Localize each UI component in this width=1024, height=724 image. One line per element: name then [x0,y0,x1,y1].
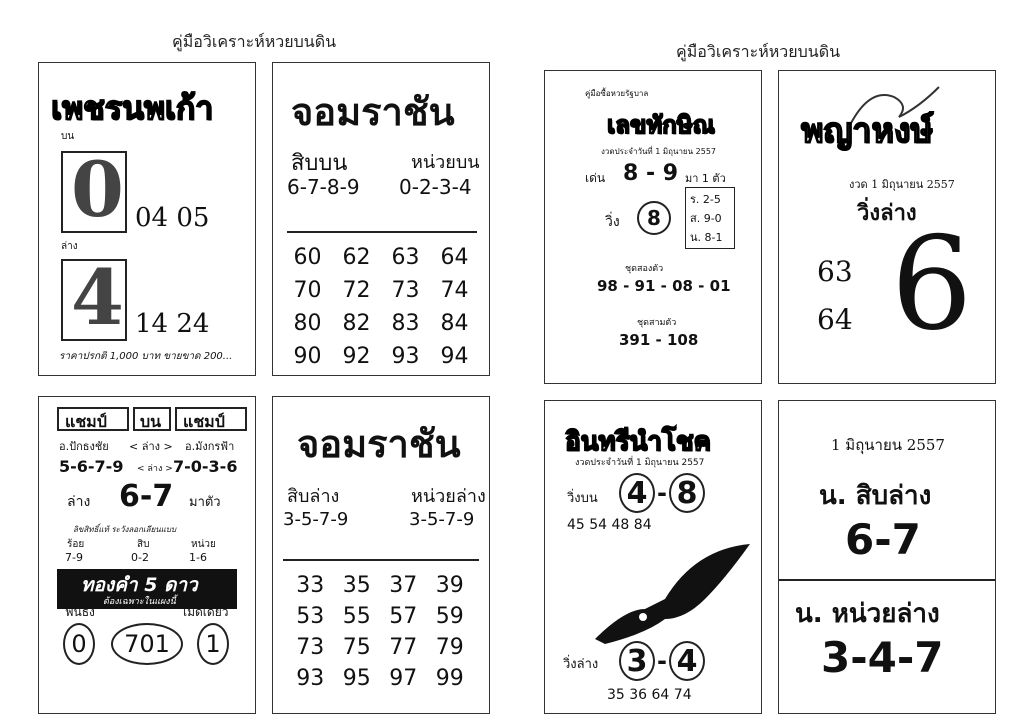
row1-mid: < ล่าง > [137,464,173,474]
panel-jomrachan-bottom [272,396,490,714]
right-header: คู่มือวิเคราะห์หวยบนดิน [676,42,841,61]
col-head-1: ร้อย [67,539,85,550]
num2: 64 [817,303,853,336]
grid-number: 82 [342,311,371,336]
bottom-digit-1 [619,641,655,681]
run-circle [637,201,671,235]
grid-number: 73 [391,278,420,303]
date: งวด 1 มิถุนายน 2557 [849,178,955,191]
top-digit: 0 [71,145,124,234]
ball-2 [111,623,183,665]
ball-1-value: 0 [71,630,87,658]
grid-number: 97 [389,666,418,691]
dash: - [657,479,667,507]
divider [287,231,477,233]
run-label: วิ่ง [605,214,620,230]
triple-label: ชุดสามตัว [637,318,677,328]
num1: 63 [817,255,853,288]
eagle-icon [585,539,755,649]
top-pair: 04 05 [135,203,210,233]
date: 1 มิถุนายน 2557 [831,436,945,454]
top-left: แชมป์ [65,412,107,431]
top-label: วิ่งบน [567,491,598,506]
grid-number: 37 [389,573,418,598]
panel-title: เลขทักษิณ [607,111,715,139]
divider [779,579,996,581]
subtitle: วิ่งล่าง [857,201,917,226]
grid-number: 74 [440,278,469,303]
panel-insee-namchok [544,400,762,714]
run-value: 8 [647,206,661,230]
bottom-label: วิ่งล่าง [563,657,599,672]
grid-number: 53 [296,604,325,629]
lead-value: 8 - 9 [623,161,679,186]
bottom-digit-1-value: 3 [626,643,648,679]
panel-title: จอมราชัน [291,90,455,134]
top-pairs: 45 54 48 84 [567,517,652,533]
bottom-digit-box [61,253,127,342]
top-right: แชมป์ [183,412,225,431]
bottom-right-label: เม็ดเดียว [183,605,229,619]
top-digit-2 [669,473,705,513]
top-mid-box [133,407,171,431]
grid-number: 99 [435,666,464,691]
row1-right: 7-0-3-6 [173,457,238,476]
panel-sib-nuay-lang [778,400,996,714]
grid-number: 92 [342,344,371,369]
value-1: 6-7 [845,515,921,564]
ball-2-value: 701 [124,630,170,658]
triple-value: 391 - 108 [619,331,699,349]
col-val-3: 1-6 [189,551,207,564]
grid-number: 35 [342,573,371,598]
note: ลิขสิทธิ์แท้ ระวังลอกเลียนแบบ [73,525,177,534]
panel-title: อินทรีนำโชค [565,427,711,457]
grid-number: 55 [342,604,371,629]
grid-number: 62 [342,245,371,270]
grid-number: 70 [293,278,322,303]
box-row-1: ร. 2-5 [690,193,721,206]
top-right-box [175,407,247,431]
col2-label: หน่วยล่าง [411,486,486,507]
panel-phaya-hong [778,70,996,384]
top-digit-2-value: 8 [676,475,698,511]
number-grid [287,573,473,691]
banner-text: ทองคำ 5 ดาว [81,574,198,596]
ball-1 [63,623,95,665]
main-value: 6-7 [119,479,174,514]
main-label: ล่าง [67,494,91,510]
box-row-3: น. 8-1 [690,231,723,244]
col-head-3: หน่วย [191,539,216,550]
grid-number: 39 [435,573,464,598]
grid-number: 64 [440,245,469,270]
label-1: น. สิบล่าง [819,481,932,511]
panel-lek-taksin [544,70,762,384]
panel-title: จอมราชัน [297,422,461,466]
panel-jomrachan-top [272,62,490,376]
grid-number: 93 [296,666,325,691]
top-digit-1-value: 4 [626,475,648,511]
grid-number: 72 [342,278,371,303]
grid-number: 80 [293,311,322,336]
main-suffix: มาตัว [189,495,221,510]
col-val-1: 7-9 [65,551,83,564]
bottom-pairs: 35 36 64 74 [607,687,692,703]
divider [283,559,479,561]
grid-number: 73 [296,635,325,660]
digit-box [685,187,735,249]
lead-label: เด่น [585,171,606,185]
grid-number: 79 [435,635,464,660]
bottom-left-label: ฟันธง [65,605,95,619]
panel-title: พญาหงษ์ [801,111,933,151]
panel-title: เพชรนพเก้า [51,89,214,127]
grid-number: 77 [389,635,418,660]
number-grid [283,245,479,369]
banner-sub: ต้องเฉพาะในแผงนี้ [103,597,176,607]
lead-suffix: มา 1 ตัว [685,172,726,185]
bottom-digit-2 [669,641,705,681]
col1-value: 3-5-7-9 [283,509,349,530]
ball-3 [197,623,229,665]
grid-number: 63 [391,245,420,270]
top-mid: บน [140,412,162,431]
top-left-box [57,407,129,431]
col2-label: หน่วยบน [411,152,480,173]
pair-label: ชุดสองตัว [625,264,664,274]
sub-right: อ.มังกรฟ้า [185,440,235,453]
top-label: บน [61,131,75,142]
col1-label: สิบบน [291,151,348,176]
col-head-2: สิบ [137,539,150,550]
col2-value: 3-5-7-9 [409,509,475,530]
bottom-digit: 4 [71,253,124,342]
grid-number: 33 [296,573,325,598]
grid-number: 83 [391,311,420,336]
grid-number: 95 [342,666,371,691]
box-row-2: ส. 9-0 [690,212,722,225]
value-2: 3-4-7 [821,633,944,682]
sub-left: อ.ปักธงชัย [59,440,109,453]
top-digit-box [61,145,127,234]
bottom-label: ล่าง [61,241,78,252]
grid-number: 84 [440,311,469,336]
panel-petch-nopphakao [38,62,256,376]
grid-number: 94 [440,344,469,369]
small-top: คู่มือซื้อหวยรัฐบาล [585,89,649,98]
grid-number: 75 [342,635,371,660]
col1-value: 6-7-8-9 [287,175,360,199]
col-val-2: 0-2 [131,551,149,564]
date: งวดประจำวันที่ 1 มิถุนายน 2557 [575,458,705,468]
big-digit: 6 [891,210,973,359]
label-2: น. หน่วยล่าง [795,599,940,629]
grid-number: 60 [293,245,322,270]
ball-3-value: 1 [205,630,221,658]
row1-left: 5-6-7-9 [59,457,124,476]
grid-number: 93 [391,344,420,369]
dash: - [657,647,667,675]
col2-value: 0-2-3-4 [399,175,472,199]
sub-mid: < ล่าง > [129,440,173,453]
bottom-pair: 14 24 [135,309,210,339]
top-digit-1 [619,473,655,513]
grid-number: 57 [389,604,418,629]
grid-number: 90 [293,344,322,369]
bottom-digit-2-value: 4 [676,643,698,679]
price-footer: ราคาปรกติ 1,000 บาท ขายขาด 200... [59,351,233,362]
date: งวดประจำวันที่ 1 มิถุนายน 2557 [601,147,716,156]
col1-label: สิบล่าง [287,486,340,507]
left-header: คู่มือวิเคราะห์หวยบนดิน [172,32,337,51]
panel-champ [38,396,256,714]
grid-number: 59 [435,604,464,629]
pair-value: 98 - 91 - 08 - 01 [597,277,731,295]
